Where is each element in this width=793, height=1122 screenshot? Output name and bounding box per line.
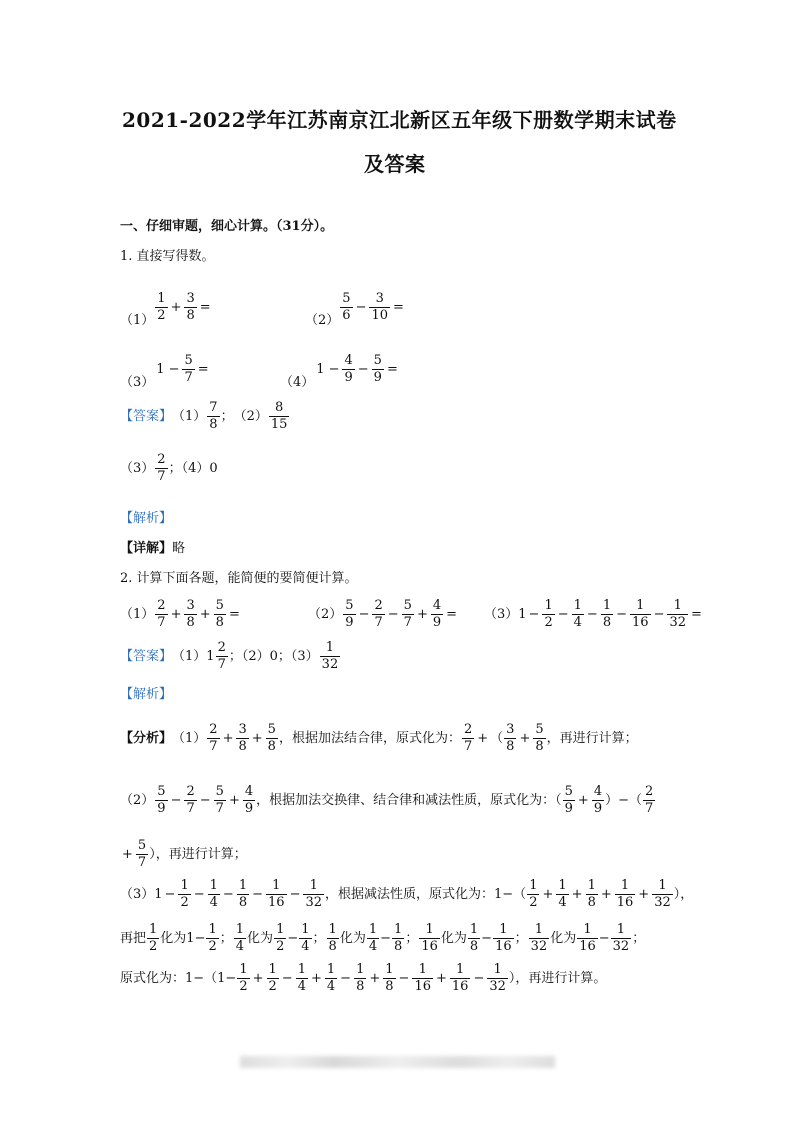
fenxi-line2: （2） $\frac{5}{9}$ − $\frac{2}{7}$ − $\frac{5}{7}$ + $\frac{4}{9}$ ，根据加法交换律、结合律和减法性质，原式化为：（ $\frac{5}{9}$ + $\frac{4}{9}$ ）−（ $\frac{2}{7}$ bbox=[120, 784, 654, 816]
q1-part1: （1） $\frac{1}{2}$ + $\frac{3}{8}$ = bbox=[120, 290, 211, 328]
question-2-stem: 2. 计算下面各题，能简便的要简便计算。 bbox=[120, 571, 358, 586]
q1-part3: （3） 1 − $\frac{5}{7}$ = bbox=[120, 352, 209, 390]
page-title-line2: 及答案 bbox=[364, 152, 426, 176]
q2-part2: （2） $\frac{5}{9}$ − $\frac{2}{7}$ − $\frac{5}{7}$ + $\frac{4}{9}$ = bbox=[308, 598, 458, 630]
fenxi-line2-cont: + $\frac{5}{7}$ ），再进行计算； bbox=[122, 838, 247, 870]
q2-part3: （3）1 − $\frac{1}{2}$ − $\frac{1}{4}$ − $\frac{1}{8}$ − $\frac{1}{16}$ − $\frac{1}{32}$ = bbox=[484, 598, 702, 630]
q1-part2: （2） $\frac{5}{6}$ − $\frac{3}{10}$ = bbox=[305, 290, 404, 328]
question-1-stem: 1. 直接写得数。 bbox=[120, 249, 215, 264]
section-heading: 一、仔细审题，细心计算。（31分）。 bbox=[120, 219, 334, 234]
q1-part4: （4） 1 − $\frac{4}{9}$ − $\frac{5}{9}$ = bbox=[280, 352, 398, 390]
detail-line: 【详解】略 bbox=[120, 541, 186, 556]
fenxi-line4: 再把 $\frac{1}{2}$ 化为1− $\frac{1}{2}$ ； $\frac{1}{4}$ 化为 $\frac{1}{2}$ − $\frac{1}{4}$ ； $\frac{1}{8}$ 化为 $\frac{1}{4}$ − $\frac{1}{8}$ ； $\frac{1}{16}$ 化为 $\frac{1}{8}$ − $\frac{1}{16}$ ； $\frac{1}{32}$ 化为 $\frac{1}{16}$ − $\frac{1}{32}$ ； bbox=[120, 922, 646, 954]
fenxi-line5: 原式化为：1−（1− $\frac{1}{2}$ + $\frac{1}{2}$ − $\frac{1}{4}$ + $\frac{1}{4}$ − $\frac{1}{8}$ + $\frac{1}{8}$ − $\frac{1}{16}$ + $\frac{1}{16}$ − $\frac{1}{32}$ ），再进行计算。 bbox=[120, 962, 607, 994]
q1-answer-line2: （3） $\frac{2}{7}$ ；（4）0 bbox=[120, 452, 218, 484]
q2-part1: （1） $\frac{2}{7}$ + $\frac{3}{8}$ + $\frac{5}{8}$ = bbox=[120, 598, 240, 630]
page-title: 2021-2022学年江苏南京江北新区五年级下册数学期末试卷 bbox=[122, 108, 677, 132]
fenxi-line3: （3）1 − $\frac{1}{2}$ − $\frac{1}{4}$ − $\frac{1}{8}$ − $\frac{1}{16}$ − $\frac{1}{32}$ ，根据减法性质，原式化为：1−（ $\frac{1}{2}$ + $\frac{1}{4}$ + $\frac{1}{8}$ + $\frac{1}{16}$ + $\frac{1}{32}$ ）， bbox=[120, 878, 694, 910]
blurred-footer-watermark bbox=[240, 1056, 555, 1068]
answer-label: 【答案】 bbox=[120, 408, 173, 424]
fenxi-line1: 【分析】 （1） $\frac{2}{7}$ + $\frac{3}{8}$ + $\frac{5}{8}$ ，根据加法结合律，原式化为： $\frac{2}{7}$ + （ $\frac{3}{8}$ + $\frac{5}{8}$ ，再进行计算； bbox=[120, 722, 638, 754]
q1-answer: 【答案】 （1） $\frac{7}{8}$ ； （2） $\frac{8}{15}$ bbox=[120, 400, 288, 432]
analysis-label-2: 【解析】 bbox=[120, 687, 173, 702]
analysis-label: 【解析】 bbox=[120, 511, 173, 526]
q2-answer: 【答案】 （1）1 $\frac{2}{7}$ ；（2）0；（3） $\frac{1}{32}$ bbox=[120, 640, 339, 672]
